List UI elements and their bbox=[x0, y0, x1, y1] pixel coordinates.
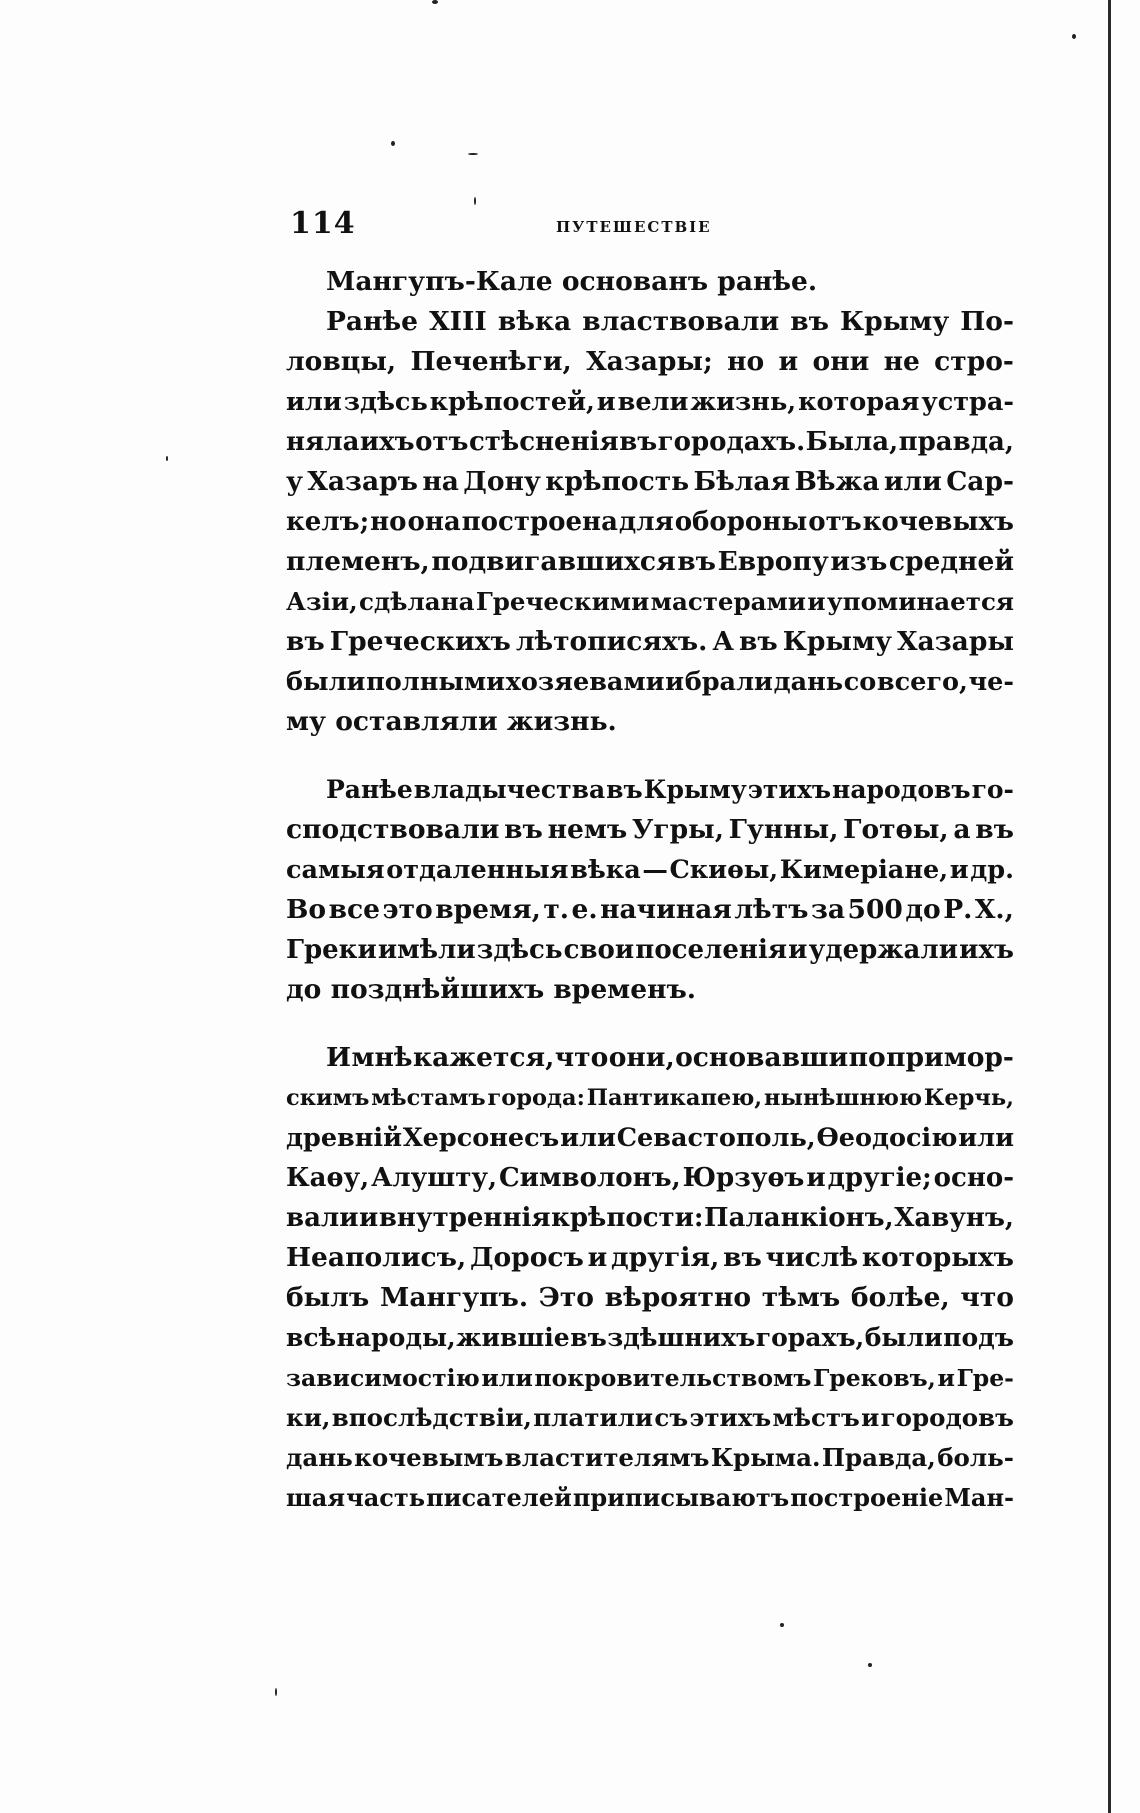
word: внутреннія bbox=[378, 1203, 551, 1233]
word: основавши bbox=[675, 1042, 849, 1073]
word: въ bbox=[286, 626, 325, 657]
page-edge-shadow bbox=[1108, 0, 1111, 1813]
text-line: Мангупъ-Кале основанъ ранѣе. bbox=[326, 266, 818, 297]
text-line bbox=[286, 1358, 1014, 1398]
word: для bbox=[618, 507, 674, 537]
text-line bbox=[286, 1238, 1014, 1278]
page-number: 114 bbox=[290, 206, 356, 241]
word: Гунны, bbox=[728, 814, 839, 845]
word: Во bbox=[286, 894, 327, 925]
word: въ bbox=[570, 1323, 607, 1352]
word: не bbox=[883, 346, 920, 377]
word: крѣпостей, bbox=[429, 387, 595, 417]
word: Ранѣе bbox=[326, 306, 418, 337]
print-speck bbox=[391, 141, 395, 146]
word: въ bbox=[790, 306, 829, 337]
word: на bbox=[422, 466, 459, 497]
text-line bbox=[286, 1398, 1014, 1438]
print-speck bbox=[868, 1663, 872, 1667]
word: Доросъ bbox=[469, 1242, 584, 1273]
word: полными bbox=[366, 667, 506, 697]
word: отдаленныя bbox=[386, 855, 569, 885]
paragraph-gap bbox=[286, 1010, 1014, 1038]
print-speck bbox=[166, 456, 168, 461]
word: были bbox=[286, 667, 366, 697]
word: Пантикапею, bbox=[586, 1085, 763, 1111]
word: мѣстъ bbox=[772, 1403, 860, 1432]
word: по bbox=[848, 1042, 886, 1073]
running-head bbox=[290, 206, 1012, 246]
word: Сар- bbox=[946, 466, 1014, 497]
word: въ bbox=[723, 1242, 762, 1273]
word: этихъ bbox=[689, 1403, 772, 1432]
word: и bbox=[359, 1203, 379, 1233]
word: 500 bbox=[847, 894, 903, 925]
word: Угры, bbox=[631, 814, 724, 845]
word: Крыму bbox=[840, 306, 950, 337]
word: кажется, bbox=[413, 1042, 555, 1073]
word: свои bbox=[563, 935, 635, 965]
word: время, bbox=[435, 894, 541, 925]
word: или bbox=[560, 1123, 616, 1153]
word: Была, bbox=[805, 427, 899, 457]
word: Бѣлая bbox=[693, 466, 791, 497]
word: го- bbox=[971, 775, 1014, 804]
word: мѣстамъ bbox=[371, 1085, 486, 1111]
word: Мангупъ. bbox=[380, 1282, 529, 1313]
word: правда, bbox=[898, 427, 1014, 457]
word: др. bbox=[970, 855, 1014, 885]
word: другіе; bbox=[827, 1163, 932, 1193]
word: городахъ. bbox=[657, 427, 806, 457]
word: всѣ bbox=[286, 1323, 337, 1352]
word: или bbox=[883, 466, 942, 497]
word: вели bbox=[617, 387, 689, 417]
word: А bbox=[712, 626, 734, 657]
word: въ bbox=[739, 626, 778, 657]
word: Керчь, bbox=[923, 1085, 1014, 1111]
word: Греческихъ bbox=[329, 626, 511, 657]
word: здѣшнихъ bbox=[607, 1323, 756, 1352]
word: Ѳеодосію bbox=[816, 1123, 958, 1153]
word: народы, bbox=[336, 1323, 456, 1352]
word: мнѣ bbox=[351, 1042, 413, 1073]
word: нынѣшнюю bbox=[763, 1085, 923, 1111]
word: стѣсненія bbox=[468, 427, 619, 457]
word: отъ bbox=[415, 427, 469, 457]
word: все bbox=[328, 894, 380, 925]
word: покровительствомъ bbox=[534, 1364, 812, 1392]
text-line bbox=[286, 502, 1014, 542]
print-speck bbox=[474, 197, 476, 205]
word: стро- bbox=[934, 346, 1014, 377]
word: Ман- bbox=[944, 1483, 1014, 1512]
word: упоминается bbox=[826, 587, 1014, 616]
word: и bbox=[949, 855, 969, 885]
text-line bbox=[286, 850, 1014, 890]
word: Х., bbox=[974, 894, 1014, 925]
text-line bbox=[286, 462, 1014, 502]
word: Греки bbox=[286, 935, 377, 965]
word: начиная bbox=[600, 894, 732, 925]
body-text bbox=[286, 262, 1014, 1518]
word: построена bbox=[461, 507, 618, 537]
word: Юрзуѳъ bbox=[682, 1163, 805, 1193]
word: че- bbox=[968, 667, 1014, 697]
word: Севастополь, bbox=[616, 1123, 816, 1153]
word: или bbox=[286, 387, 342, 417]
word: города: bbox=[487, 1085, 585, 1111]
word: и bbox=[861, 1403, 880, 1432]
word: крѣпости: bbox=[551, 1203, 704, 1233]
word: до bbox=[905, 894, 941, 925]
text-line bbox=[286, 1318, 1014, 1358]
word: Крыму bbox=[782, 626, 892, 657]
print-speck bbox=[275, 1688, 277, 1696]
word: Европу bbox=[717, 546, 829, 577]
text-line bbox=[286, 930, 1014, 970]
word: Это bbox=[538, 1282, 594, 1313]
word: въ bbox=[504, 814, 543, 845]
word: народовъ bbox=[832, 775, 971, 804]
word: т. bbox=[543, 894, 570, 925]
word: лѣтъ bbox=[734, 894, 809, 925]
word: владычества bbox=[413, 775, 606, 804]
word: Хазаръ bbox=[307, 466, 418, 497]
word: удержали bbox=[808, 935, 959, 965]
word: племенъ, bbox=[286, 546, 430, 577]
text-line bbox=[286, 422, 1014, 462]
word: дань bbox=[773, 667, 844, 697]
word: или bbox=[481, 1364, 533, 1392]
word: мастерами bbox=[650, 587, 806, 616]
text-line bbox=[286, 770, 1014, 810]
word: Алушту, bbox=[371, 1163, 498, 1193]
word: подъ bbox=[943, 1323, 1014, 1352]
word: въ bbox=[975, 814, 1014, 845]
word: съ bbox=[654, 1403, 689, 1432]
word: кочевымъ bbox=[354, 1443, 504, 1472]
word: Скиѳы, bbox=[669, 855, 779, 885]
word: Херсонесъ bbox=[402, 1123, 560, 1153]
word: ихъ bbox=[359, 427, 415, 457]
word: няла bbox=[286, 427, 360, 457]
word: изъ bbox=[830, 546, 888, 577]
word: у bbox=[286, 466, 303, 497]
print-speck bbox=[1072, 34, 1076, 39]
word: всего, bbox=[876, 667, 968, 697]
word: Крыма. bbox=[710, 1443, 821, 1472]
word: поселенія bbox=[635, 935, 788, 965]
word: Хазары; bbox=[586, 346, 713, 377]
running-title: ПУТЕШЕСТВІЕ bbox=[556, 218, 712, 236]
word: въ bbox=[606, 775, 643, 804]
word: средней bbox=[888, 546, 1014, 577]
word: впослѣдствіи, bbox=[331, 1403, 532, 1432]
word: лѣтописяхъ. bbox=[515, 626, 708, 657]
word: ихъ bbox=[959, 935, 1014, 965]
word: зависимостію bbox=[286, 1364, 480, 1392]
word: вѣка bbox=[570, 855, 641, 885]
word: Р. bbox=[943, 894, 973, 925]
word: древній bbox=[286, 1123, 403, 1153]
word: Кимеріане, bbox=[779, 855, 949, 885]
word: обороны bbox=[674, 507, 808, 537]
word: вали bbox=[286, 1203, 359, 1233]
word: со bbox=[843, 667, 877, 697]
word: ловцы, bbox=[286, 346, 397, 377]
word: устра- bbox=[921, 387, 1014, 417]
word: подвигавшихся bbox=[431, 546, 676, 577]
word: шая bbox=[286, 1483, 346, 1512]
word: горахъ, bbox=[755, 1323, 865, 1352]
word: построеніе bbox=[790, 1483, 944, 1512]
word: Дону bbox=[463, 466, 541, 497]
word: вѣроятно bbox=[604, 1282, 752, 1313]
word: имѣли bbox=[377, 935, 476, 965]
word: осно- bbox=[933, 1163, 1014, 1193]
word: и bbox=[778, 346, 799, 377]
word: она bbox=[407, 507, 461, 537]
word: они bbox=[812, 346, 870, 377]
print-speck bbox=[468, 153, 478, 155]
text-line bbox=[286, 382, 1014, 422]
word: и bbox=[937, 1364, 955, 1392]
word: и bbox=[665, 667, 685, 697]
word: немъ bbox=[547, 814, 628, 845]
word: скимъ bbox=[286, 1085, 370, 1111]
word: властителямъ bbox=[504, 1443, 710, 1472]
word: Правда, bbox=[821, 1443, 936, 1472]
word: здѣсь bbox=[343, 387, 428, 417]
text-line: до позднѣйшихъ временъ. bbox=[286, 974, 697, 1005]
word: И bbox=[326, 1042, 352, 1073]
word: Печенѣги, bbox=[410, 346, 572, 377]
word: сподствовали bbox=[286, 814, 500, 845]
word: ки, bbox=[286, 1403, 331, 1432]
word: сдѣлана bbox=[359, 587, 475, 616]
word: Гре- bbox=[956, 1364, 1014, 1392]
text-line bbox=[286, 810, 1014, 850]
word: боль- bbox=[937, 1443, 1014, 1472]
text-line bbox=[286, 1198, 1014, 1238]
paragraph-gap bbox=[286, 742, 1014, 770]
word: и bbox=[807, 587, 826, 616]
text-line bbox=[286, 1478, 1014, 1518]
text-line bbox=[286, 342, 1014, 382]
text-line bbox=[286, 582, 1014, 622]
word: за bbox=[810, 894, 846, 925]
word: жившіе bbox=[456, 1323, 570, 1352]
word: или bbox=[958, 1123, 1014, 1153]
word: вѣка bbox=[497, 306, 572, 337]
word: что bbox=[554, 1042, 609, 1073]
word: и bbox=[788, 935, 808, 965]
word: Азіи, bbox=[286, 587, 358, 616]
word: и bbox=[596, 387, 616, 417]
word: этихъ bbox=[747, 775, 832, 804]
text-line bbox=[286, 1438, 1014, 1478]
word: другія, bbox=[611, 1242, 720, 1273]
text-line bbox=[286, 542, 1014, 582]
word: здѣсь bbox=[476, 935, 563, 965]
word: а bbox=[953, 814, 971, 845]
word: хозяевами bbox=[505, 667, 665, 697]
word: дань bbox=[286, 1443, 353, 1472]
word: Хазары bbox=[897, 626, 1014, 657]
word: былъ bbox=[286, 1282, 370, 1313]
text-line bbox=[286, 622, 1014, 662]
word: Готѳы, bbox=[843, 814, 949, 845]
print-speck bbox=[432, 0, 438, 4]
text-line bbox=[286, 890, 1014, 930]
word: но bbox=[727, 346, 765, 377]
word: Крыму bbox=[643, 775, 747, 804]
word: отъ bbox=[808, 507, 862, 537]
text-line bbox=[286, 1118, 1014, 1158]
text-line bbox=[286, 662, 1014, 702]
text-line: му оставляли жизнь. bbox=[286, 706, 617, 737]
word: тѣмъ bbox=[761, 1282, 841, 1313]
text-line bbox=[286, 1038, 1014, 1078]
word: брали bbox=[684, 667, 773, 697]
text-line bbox=[286, 1158, 1014, 1198]
word: жизнь, bbox=[690, 387, 797, 417]
word: Грековъ, bbox=[813, 1364, 936, 1392]
word: Ранѣе bbox=[326, 775, 413, 804]
word: Символонъ, bbox=[498, 1163, 681, 1193]
word: Хавунъ, bbox=[894, 1203, 1014, 1233]
word: По- bbox=[960, 306, 1014, 337]
text-line bbox=[286, 302, 1014, 342]
word: были bbox=[864, 1323, 943, 1352]
word: кочевыхъ bbox=[862, 507, 1014, 537]
print-speck bbox=[780, 1623, 784, 1627]
text-line bbox=[286, 1078, 1014, 1118]
word: часть bbox=[346, 1483, 426, 1512]
word: платили bbox=[533, 1403, 654, 1432]
word: Греческими bbox=[475, 587, 650, 616]
word: келъ; bbox=[286, 507, 370, 537]
word: это bbox=[382, 894, 433, 925]
word: Неаполисъ, bbox=[286, 1242, 467, 1273]
word: Вѣжа bbox=[794, 466, 880, 497]
word: писателей bbox=[426, 1483, 572, 1512]
word: въ bbox=[619, 427, 658, 457]
word: е. bbox=[571, 894, 598, 925]
word: властвовали bbox=[582, 306, 780, 337]
word: крѣпость bbox=[545, 466, 690, 497]
word: которая bbox=[798, 387, 920, 417]
word: они, bbox=[608, 1042, 675, 1073]
word: что bbox=[960, 1282, 1014, 1313]
word: самыя bbox=[286, 855, 385, 885]
word: и bbox=[587, 1242, 608, 1273]
text-line bbox=[286, 1278, 1014, 1318]
word: числѣ bbox=[765, 1242, 859, 1273]
word: — bbox=[642, 855, 668, 885]
word: Каѳу, bbox=[286, 1163, 370, 1193]
word: городовъ bbox=[880, 1403, 1014, 1432]
word: въ bbox=[677, 546, 716, 577]
word: примор- bbox=[886, 1042, 1014, 1073]
word: Паланкіонъ, bbox=[704, 1203, 894, 1233]
word: которыхъ bbox=[861, 1242, 1014, 1273]
word: и bbox=[806, 1163, 826, 1193]
word: приписываютъ bbox=[572, 1483, 790, 1512]
word: болѣе, bbox=[850, 1282, 950, 1313]
word: но bbox=[370, 507, 407, 537]
word: XIII bbox=[429, 306, 487, 337]
